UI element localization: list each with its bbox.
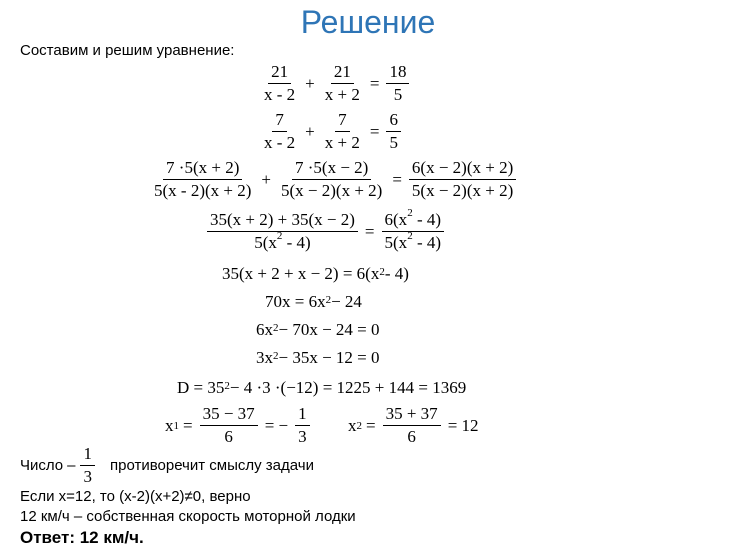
equation-6: 70x = 6x $^2$ − 24 (265, 292, 362, 311)
eq3-den3: 5(x − 2)(x + 2) (411, 181, 514, 200)
check-line: Если x=12, то (x-2)(x+2)≠0, верно (20, 488, 251, 505)
eq1-num1: 21 (268, 62, 291, 84)
eq1-den2: x + 2 (324, 85, 360, 104)
eq1-num2: 21 (331, 62, 354, 84)
eq1-equals: = (369, 73, 380, 93)
equation-1 (258, 62, 412, 105)
equation-discriminant: D = 35 $^2$ − 4 ·3 ·(−12) = 1225 + 144 = 1369 (177, 378, 467, 397)
eq1-num3: 18 (386, 62, 409, 84)
equation-3 (148, 158, 519, 201)
eq2-den2: x + 2 (324, 133, 360, 152)
eq3-equals: = (392, 169, 402, 189)
equation-7: 6x $^2$ − 70x − 24 = 0 (256, 320, 380, 339)
answer-line: Ответ: 12 км/ч. (20, 528, 144, 547)
root-x1: x 1 = $\frac{35 - 37}{6}$ = − $\frac{1}{3}$ (165, 404, 313, 447)
eq2-equals: = (369, 121, 380, 141)
eq3-den2: 5(x − 2)(x + 2) (281, 181, 383, 200)
equation-5: 35(x + 2 + x − 2) = 6(x $^2$ - 4) (222, 264, 409, 283)
eq4-num1: 35(x + 2) + 35(x − 2) (207, 210, 358, 232)
eq2-plus: + (305, 121, 315, 141)
eq4-den2: $5(x^2 - 4)$ (384, 230, 442, 252)
eq2-num1: 7 (272, 110, 287, 132)
eq4-equals: = (364, 221, 375, 241)
equation-8: 3x $^2$ − 35x − 12 = 0 (256, 348, 380, 367)
eq2-den3: 5 (389, 133, 398, 152)
eq3-den1: 5(x - 2)(x + 2) (154, 181, 252, 200)
eq2-den1: x - 2 (264, 133, 296, 152)
eq4-den1: $5(x^2 - 4)$ (254, 230, 311, 252)
eq1-plus: + (305, 73, 315, 93)
equation-4 (204, 207, 447, 253)
eq1-den1: x - 2 (264, 85, 296, 104)
eq3-num2: 7 ·5(x − 2) (292, 158, 371, 180)
eq1-den3: 5 (393, 85, 403, 104)
eq3-num1: 7 ·5(x + 2) (163, 158, 242, 180)
eq3-num3: 6(x − 2)(x + 2) (409, 158, 516, 180)
root-x2: x 2 = $\frac{35 + 37}{6}$ = 12 (348, 404, 479, 446)
eq2-num3: 6 (386, 110, 401, 132)
equation-2 (258, 110, 404, 153)
page-title: Решение (300, 4, 436, 40)
eq3-plus: + (261, 169, 271, 189)
number-contradiction-line: Число – $\frac{1}{3}$ противоречит смыслу задачи (20, 444, 314, 486)
intro-text: Составим и решим уравнение: (20, 42, 235, 59)
speed-line: 12 км/ч – собственная скорость моторной лодки (20, 508, 356, 525)
eq2-num2: 7 (335, 110, 350, 132)
eq4-num2: $6(x^2 - 4)$ (382, 210, 445, 232)
